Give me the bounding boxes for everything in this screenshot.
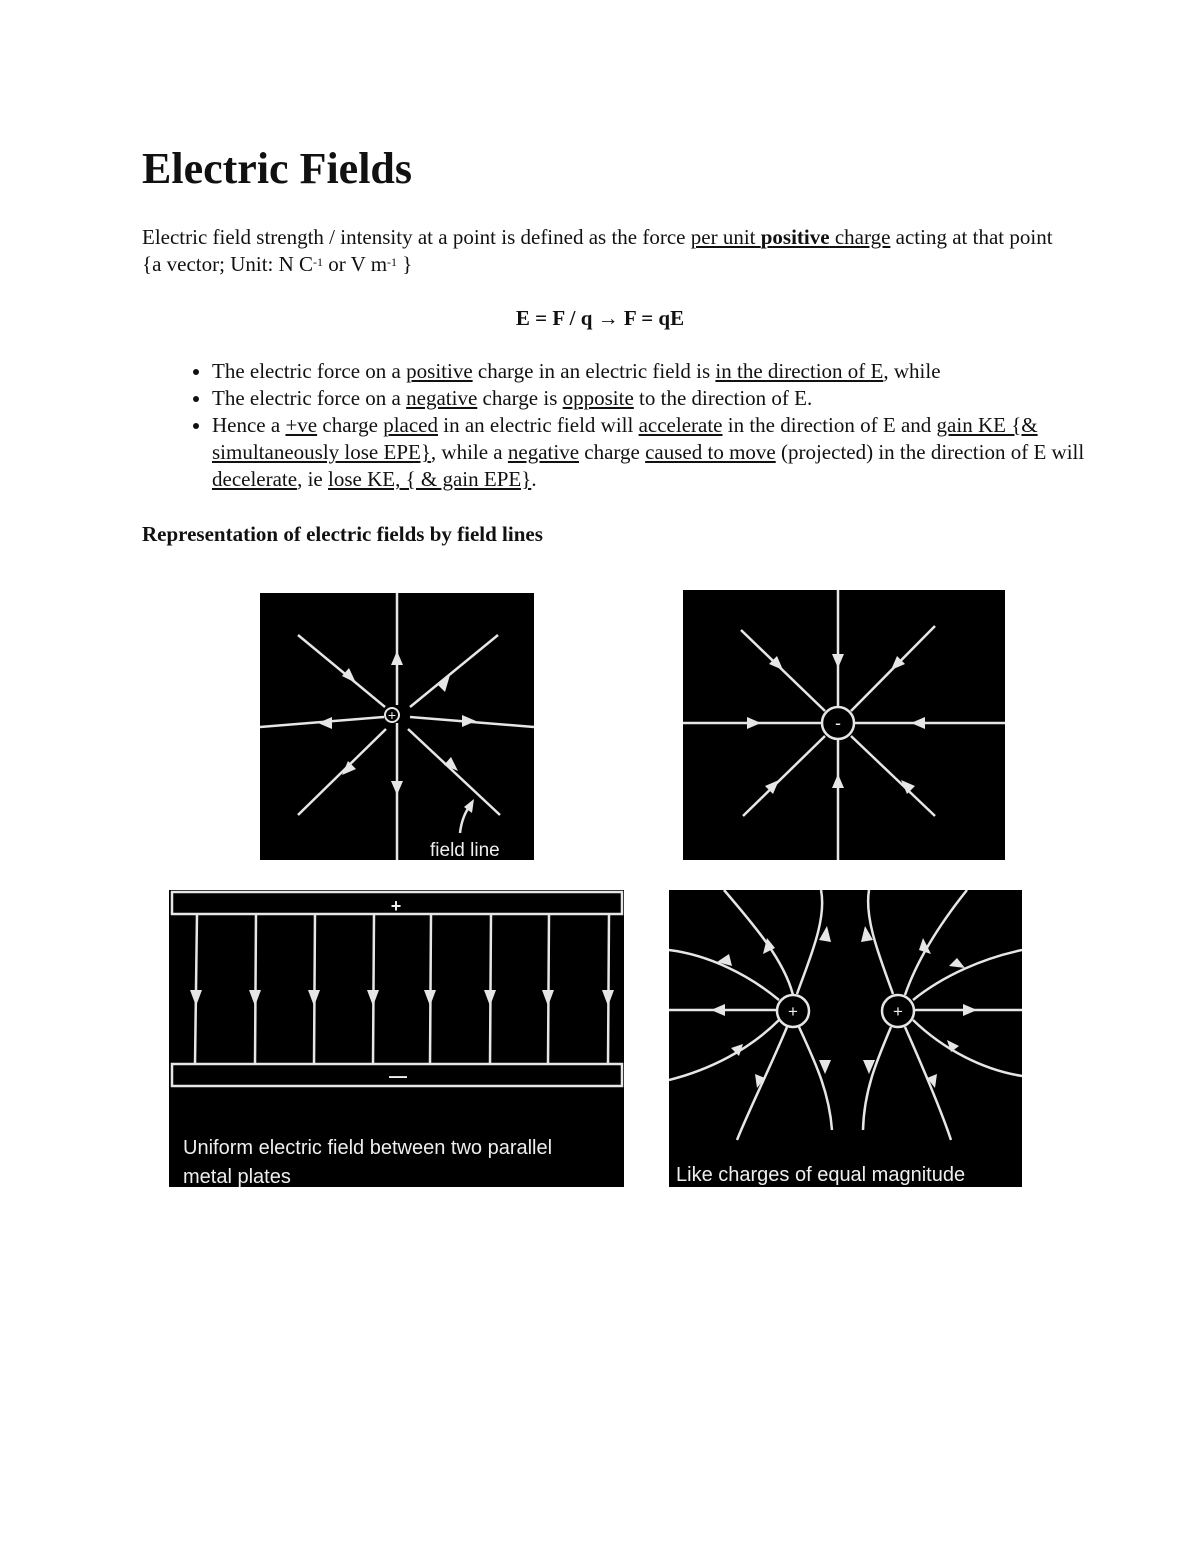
- b3-u7: decelerate: [212, 467, 298, 491]
- unit-exponent-2: -1: [387, 255, 398, 269]
- negative-charge-symbol: -: [835, 713, 841, 733]
- definition-text: Electric field strength / intensity at a point is defined as the force: [142, 225, 691, 249]
- b3-t8: , ie: [297, 467, 328, 491]
- uniform-field-lines: [195, 914, 609, 1064]
- negative-plate-symbol: —: [389, 1066, 407, 1086]
- b3-t4: in the direction of E and: [722, 413, 937, 437]
- field-arrowheads: [190, 990, 614, 1006]
- positive-charge-diagram: [260, 593, 534, 860]
- positive-charge-figure: [260, 593, 534, 860]
- equation: E = F / q → F = qE: [515, 306, 685, 330]
- b3-u3: accelerate: [638, 413, 723, 437]
- radial-field-lines: [260, 593, 534, 860]
- like-charges-diagram: [669, 890, 1022, 1187]
- left-charge-symbol: +: [788, 1002, 798, 1021]
- b3-t2: charge: [317, 413, 384, 437]
- b1-t3: , while: [883, 359, 941, 383]
- like-charges-caption: Like charges of equal magnitude: [676, 1164, 966, 1186]
- definition-close: }: [397, 252, 413, 276]
- b2-u2: opposite: [562, 386, 634, 410]
- b3-t7: (projected) in the direction of E will: [775, 440, 1085, 464]
- b3-u5: negative: [507, 440, 580, 464]
- plates-caption-line-2: metal plates: [183, 1166, 291, 1187]
- b2-u1: negative: [406, 386, 478, 410]
- section-heading: Representation of electric fields by field lines: [142, 522, 543, 546]
- definition-paragraph: [142, 224, 1062, 278]
- like-charges-figure: [669, 890, 1022, 1187]
- b2-t2: charge is: [477, 386, 563, 410]
- right-charge-symbol: +: [893, 1002, 903, 1021]
- b3-u1: +ve: [285, 413, 318, 437]
- b3-t6: charge: [579, 440, 646, 464]
- b1-u1: positive: [406, 359, 473, 383]
- positive-plate-symbol: +: [390, 896, 402, 916]
- b1-t1: The electric force on a: [212, 359, 407, 383]
- negative-charge-figure: [683, 590, 1005, 860]
- bullet-item-3: [212, 412, 1092, 493]
- positive-charge-symbol: +: [387, 707, 397, 723]
- definition-unit-text: acting at that point {a vector; Unit: N C: [142, 225, 1053, 276]
- bullet-item-2: [212, 385, 1092, 412]
- b2-t1: The electric force on a: [212, 386, 407, 410]
- page-title: Electric Fields: [142, 144, 413, 193]
- b3-u4: gain KE {& simultaneously lose EPE}: [212, 413, 1038, 464]
- b3-t9: .: [531, 467, 537, 491]
- definition-positive: positive: [760, 225, 830, 249]
- parallel-plates-diagram: [169, 890, 624, 1187]
- definition-unit-or: or V m: [323, 252, 388, 276]
- b3-t5: , while a: [430, 440, 508, 464]
- b3-t3: in an electric field will: [438, 413, 639, 437]
- b3-t1: Hence a: [212, 413, 286, 437]
- b2-t3: to the direction of E.: [633, 386, 813, 410]
- b1-t2: charge in an electric field is: [472, 359, 716, 383]
- definition-charge: charge: [829, 225, 891, 249]
- b1-u2: in the direction of E: [715, 359, 884, 383]
- field-arrowheads: [711, 926, 977, 1088]
- b3-u6: caused to move: [645, 440, 776, 464]
- plates-caption-line-1: Uniform electric field between two parallel: [183, 1137, 553, 1159]
- b3-u2: placed: [383, 413, 438, 437]
- b3-u8: lose KE, { & gain EPE}: [328, 467, 532, 491]
- parallel-plates-figure: [169, 890, 624, 1187]
- definition-per-unit: per unit: [690, 225, 761, 249]
- bullet-list: [170, 358, 1092, 493]
- bullet-item-1: [212, 358, 1092, 385]
- negative-charge-diagram: [683, 590, 1005, 860]
- field-line-caption: field line: [430, 840, 500, 860]
- definition-underline: [691, 225, 891, 249]
- unit-exponent-1: -1: [313, 255, 324, 269]
